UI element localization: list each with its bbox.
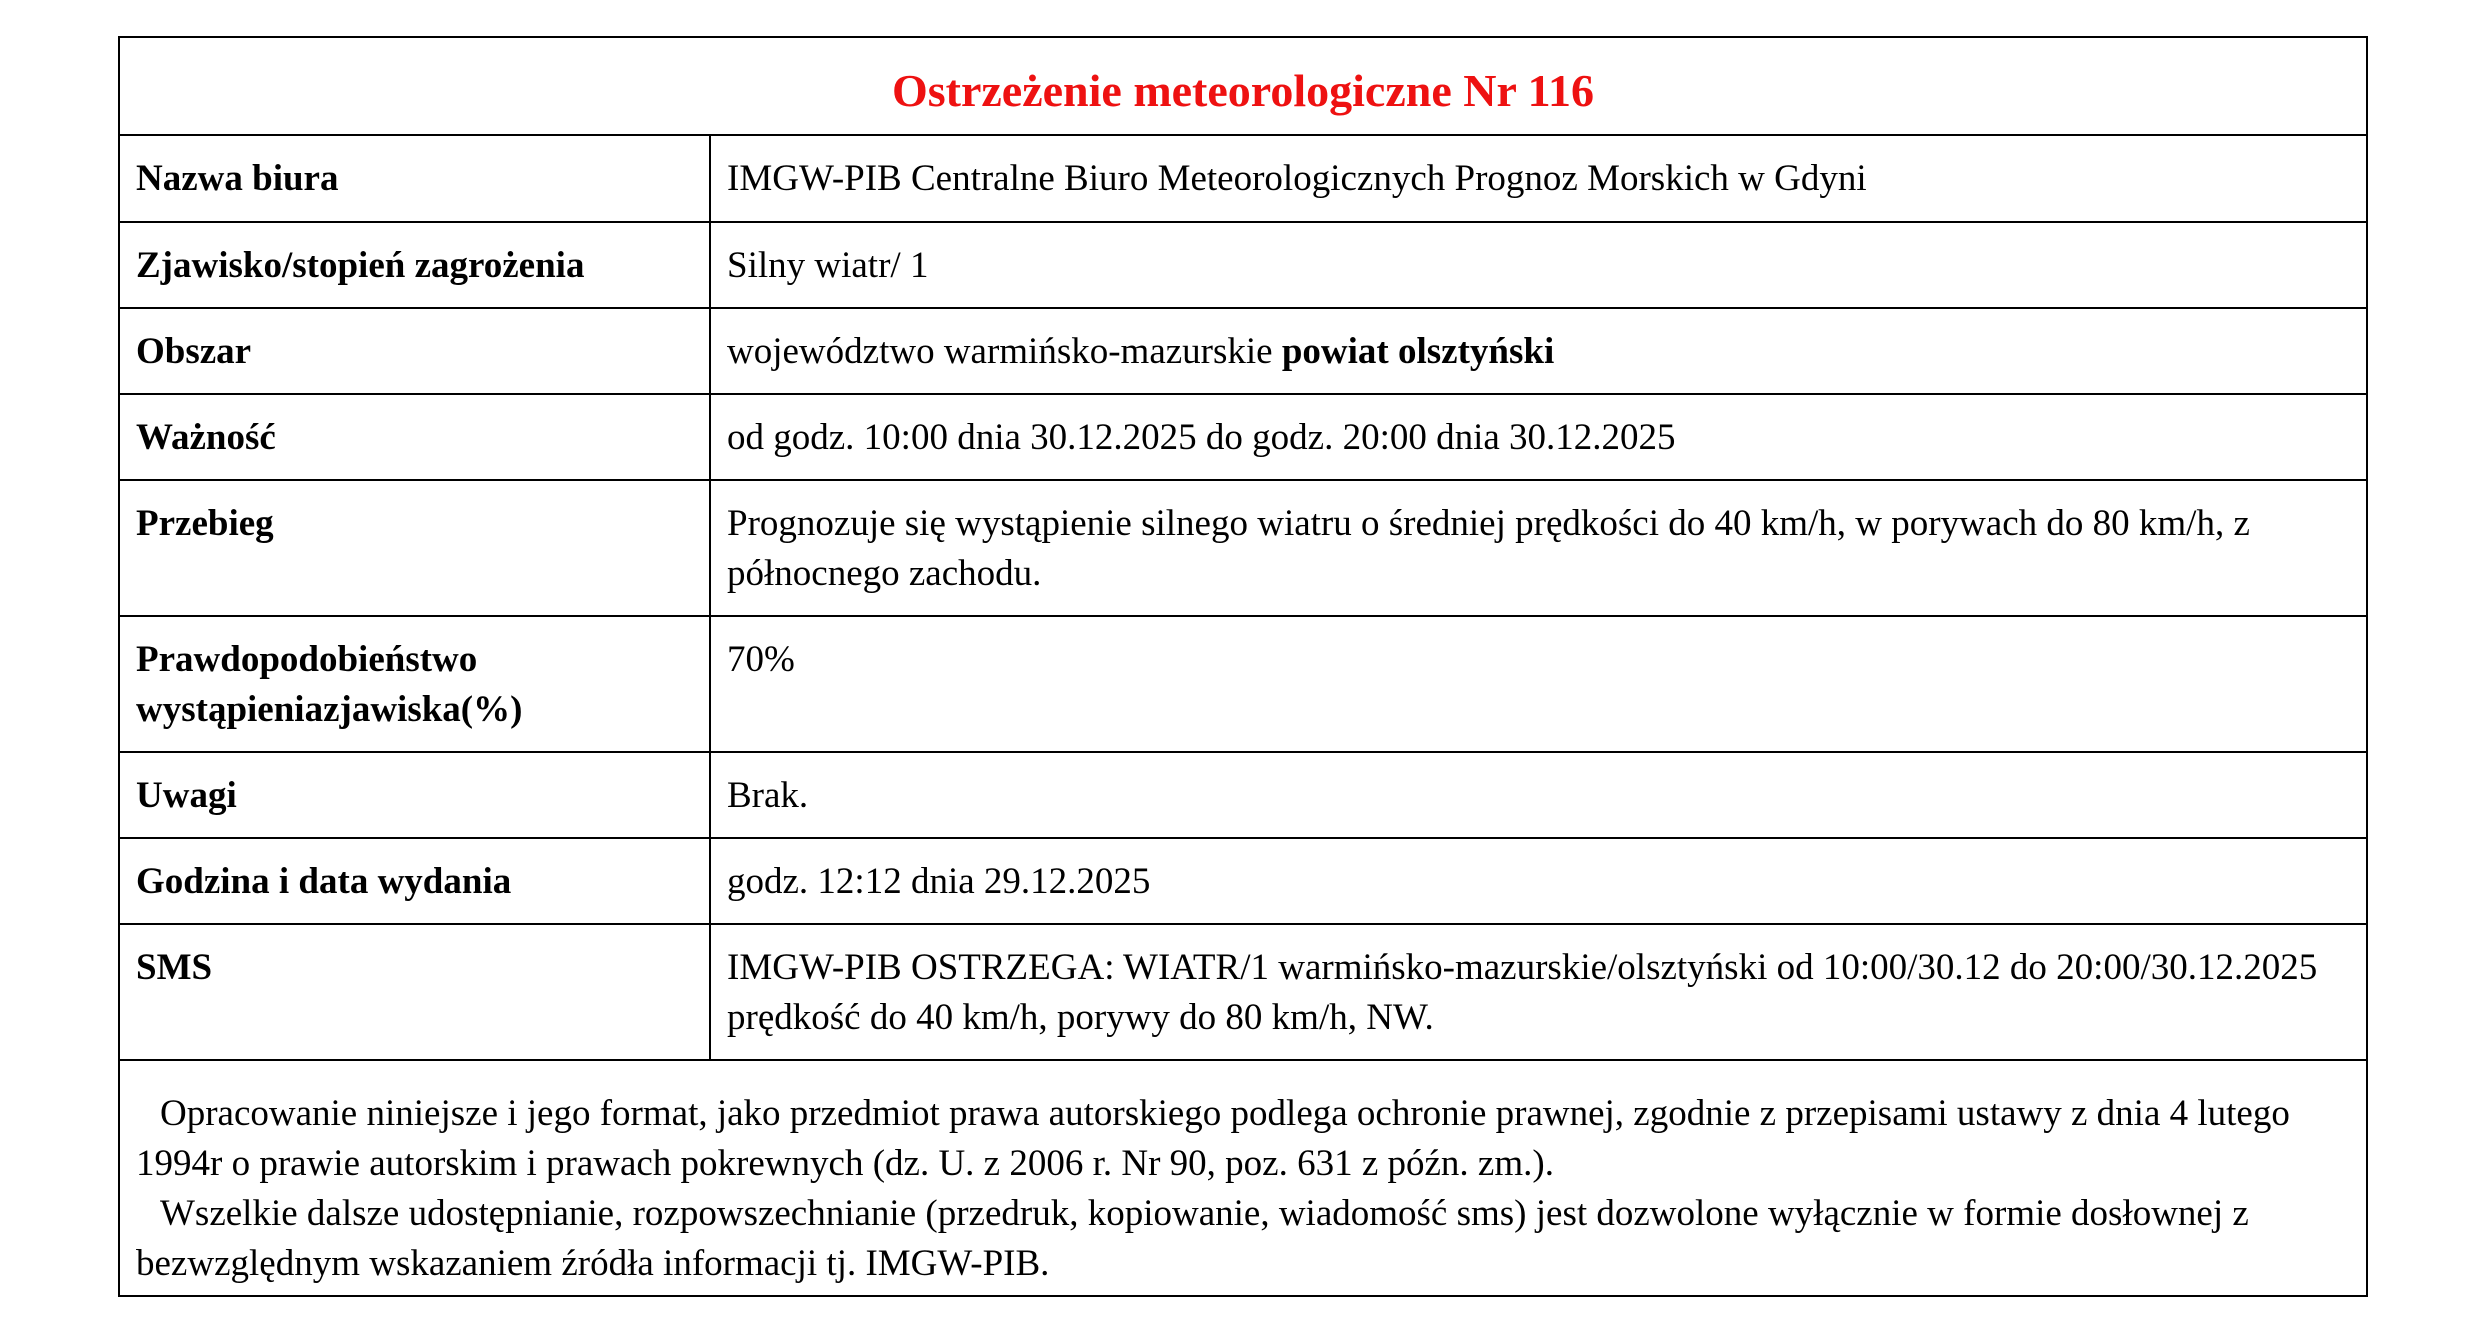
table-row-office <box>120 136 2366 222</box>
table-row-remarks <box>120 752 2366 838</box>
office-label: Nazwa biura <box>120 136 710 222</box>
phenomenon-label: Zjawisko/stopień zagrożenia <box>120 222 710 308</box>
warning-table <box>120 136 2366 1061</box>
validity-value: od godz. 10:00 dnia 30.12.2025 do godz. 20:00 dnia 30.12.2025 <box>710 394 2366 480</box>
warning-title: Ostrzeżenie meteorologiczne Nr 116 <box>120 38 2366 136</box>
table-row-issued <box>120 838 2366 924</box>
issued-label: Godzina i data wydania <box>120 838 710 924</box>
issued-value: godz. 12:12 dnia 29.12.2025 <box>710 838 2366 924</box>
table-row-sms <box>120 924 2366 1060</box>
remarks-label: Uwagi <box>120 752 710 838</box>
course-label: Przebieg <box>120 480 710 616</box>
course-value: Prognozuje się wystąpienie silnego wiatru o średniej prędkości do 40 km/h, w porywach do 80 km/h, z północnego zachodu. <box>710 480 2366 616</box>
copyright-footer <box>120 1061 2366 1295</box>
remarks-value: Brak. <box>710 752 2366 838</box>
sms-value: IMGW-PIB OSTRZEGA: WIATR/1 warmińsko-mazurskie/olsztyński od 10:00/30.12 do 20:00/30.12.2025 prędkość do 40 km/h, porywy do 80 km/h, NW. <box>710 924 2366 1060</box>
probability-label: Prawdopodobieństwo wystąpieniazjawiska(%) <box>120 616 710 752</box>
area-county: powiat olsztyński <box>1281 331 1555 372</box>
table-row-area <box>120 308 2366 394</box>
table-row-phenomenon <box>120 222 2366 308</box>
area-label: Obszar <box>120 308 710 394</box>
validity-label: Ważność <box>120 394 710 480</box>
area-voivodeship: województwo warmińsko-mazurskie <box>727 331 1282 372</box>
table-row-probability <box>120 616 2366 752</box>
area-value <box>710 308 2366 394</box>
probability-value: 70% <box>710 616 2366 752</box>
office-value: IMGW-PIB Centralne Biuro Meteorologicznych Prognoz Morskich w Gdyni <box>710 136 2366 222</box>
phenomenon-value: Silny wiatr/ 1 <box>710 222 2366 308</box>
warning-document <box>118 36 2368 1297</box>
table-row-validity <box>120 394 2366 480</box>
sms-label: SMS <box>120 924 710 1060</box>
copyright-paragraph: Opracowanie niniejsze i jego format, jako przedmiot prawa autorskiego podlega ochronie prawnej, zgodnie z przepisami ustawy z dnia 4 lutego 1994r o prawie autorskim i prawach pokrewnych (dz. U. z 2006 r. Nr 90, poz. 631 z późn. zm.). <box>136 1093 2290 1184</box>
table-row-course <box>120 480 2366 616</box>
distribution-paragraph: Wszelkie dalsze udostępnianie, rozpowszechnianie (przedruk, kopiowanie, wiadomość sms) jest dozwolone wyłącznie w formie dosłownej z bezwzględnym wskazaniem źródła informacji tj. IMGW-PIB. <box>136 1193 2249 1284</box>
